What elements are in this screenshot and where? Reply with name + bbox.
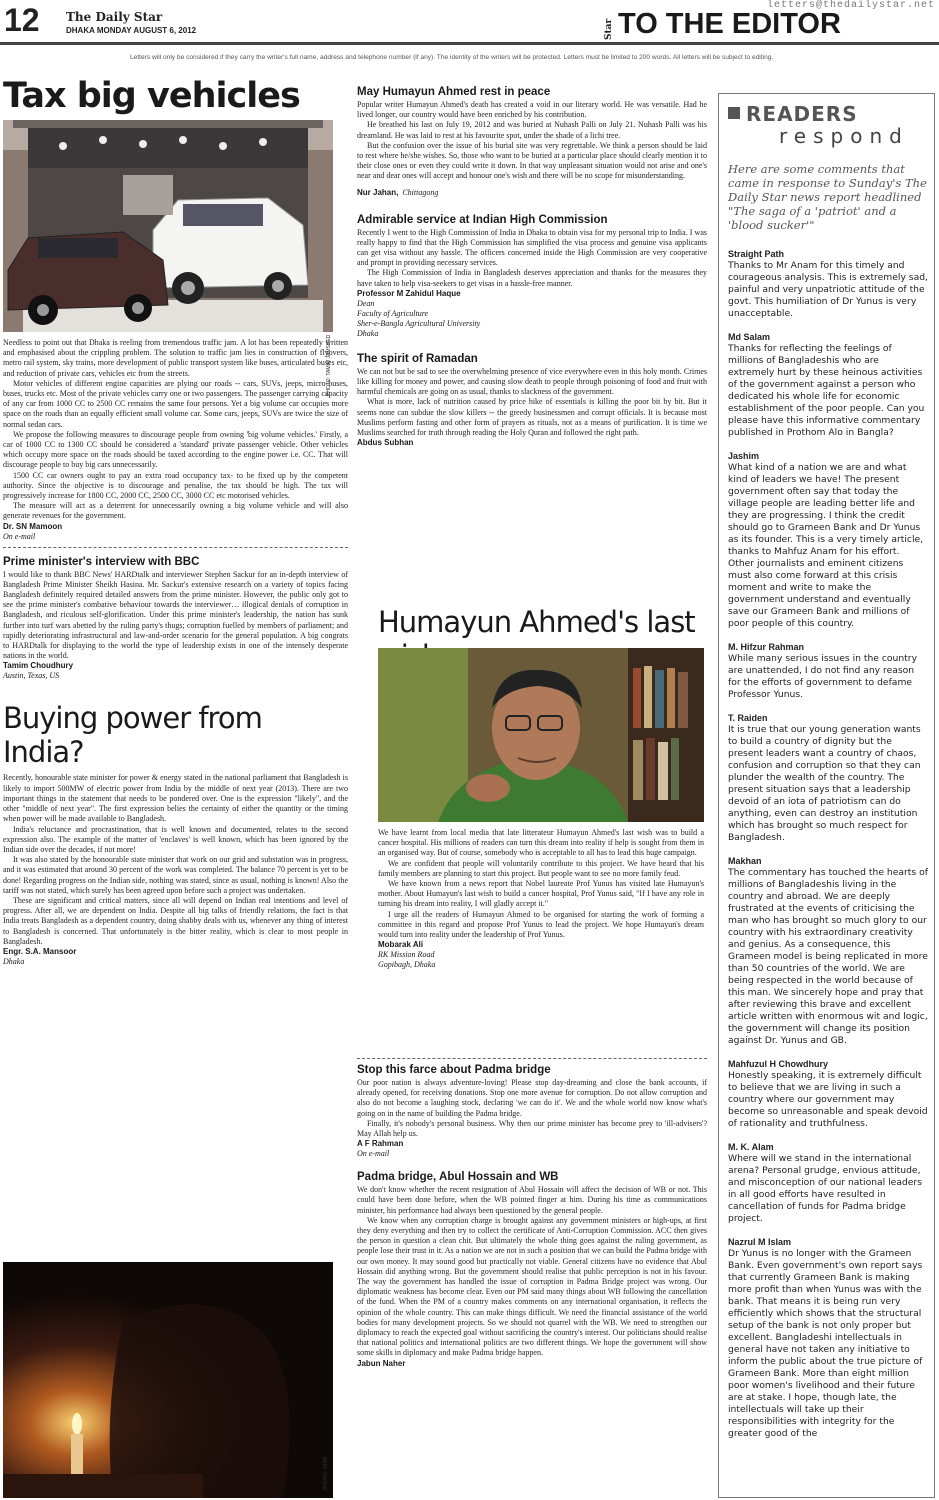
commenter-name: Jashim xyxy=(728,451,760,461)
location: On e-mail xyxy=(3,531,36,541)
location: Sher-e-Bangla Agricultural University xyxy=(357,318,481,328)
paragraph: I urge all the readers of Humayun Ahmed to be organised for starting the work of forming a committee in this regard and propose Prof Yunus to lead the project. We hope Humayun's dream would turn into reality under the leadership of Prof Yunus. xyxy=(378,909,704,940)
signature: Jabun Naher xyxy=(357,1358,406,1368)
paragraph: We don't know whether the recent resignation of Abul Hossain will affect the decision of WB or not. This could have been done before, when the WB pointed finger at him. During his time as communications minister, his performance had always been questioned by the general people. xyxy=(357,1185,707,1215)
readers-respond-box xyxy=(718,93,935,1498)
paragraph: I would like to thank BBC News' HARDtalk and interviewer Stephen Sackur for an in-depth interview of Bangladesh Prime Minister Sheikh Hasina. Mr. Sackur's extensive research on a variety of topics facing Bangladesh definitely required detailed answers from the prime minister. However, the public only got to see the prime minister's combative behaviour towards the interviewer… illogical denials of corruption in Bangladesh, and riculous self-glorification. Under this prime minister's leadership, the nation has sunk further into turf wars abetted by the ruling party's thugs; corruption fuelled by members of parliament; and rapidly deteriorating infrastructural and law-and-order scenario for the general population. A big congrats to HARDtalk for displaying to the world the type of leadership exists in one of the intensely desperate nations in the world. xyxy=(3,569,348,661)
paragraph: The measure will act as a deterrent for unnecessarily owning a big volume vehicle and will also generate revenues for the government. xyxy=(3,501,348,521)
comment xyxy=(728,856,928,1047)
signature: Dr. SN Mamoon xyxy=(3,521,63,531)
headline-buying-power: Buying power from India? xyxy=(3,701,262,770)
signature: Mobarak Ali xyxy=(378,940,424,950)
photo-credit-tax: PHOTO: TAMIM JAMSHED xyxy=(326,334,332,396)
readers-heading xyxy=(728,102,858,126)
comment xyxy=(728,642,928,701)
headline-padma-farce: Stop this farce about Padma bridge xyxy=(357,1064,551,1076)
commenter-name: M. Hifzur Rahman xyxy=(728,642,805,652)
issue-date: DHAKA MONDAY AUGUST 6, 2012 xyxy=(66,26,197,35)
paragraph: We propose the following measures to discourage people from owning 'big volume vehicles.' Firstly, a car of 1000 CC to 1300 CC should be considered a 'standard' private passenger vehicle. Other vehicles which occupy more space on the roads should be taxed according to the engine power i.e. CC. That will discourage people to buy big cars unnecessarily. xyxy=(3,429,348,470)
commenter-name: Straight Path xyxy=(728,249,785,259)
comment xyxy=(728,1237,928,1440)
comment-text: Thanks for reflecting the feelings of millions of Bangladeshis who are extremely hurt by these heinous activities of the government against a person who dedicated his whole life for economic establishment of the poor people. Can you please have this informative commentary published in Prothom Alo in Bangla? xyxy=(728,343,925,438)
comment-text: Dr Yunus is no longer with the Grameen Bank. Even government's own report says that currently Grameen Bank is making more profit than when Yunus was with the bank. That means it is being run very efficiently which shows that the structural setup of the bank is not only proper but excellent. Bangladeshi intellectuals in general have not taken any initiative to inform the public about the true picture of Grameen Bank. More than eight million poor women's livelihood and their future are at stake. I hope, though late, the intellectuals will take up their responsibilities with integrity for the greater good of the xyxy=(728,1248,923,1439)
photo-humayun-ahmed xyxy=(378,648,704,822)
comment xyxy=(728,249,928,320)
paragraph: It was also stated by the honourable state minister that work on our grid and substation was in progress, and it was estimated that around 30 percent of the work was completed. The balance 70 percent is yet to be done! Regarding progress on the Indian side, nothing was stated, since as usual, nothing is known! Also the tariff was not stated, which surely has been agreed upon before such a project was undertaken. xyxy=(3,855,348,895)
letters-email[interactable]: letters@thedailystar.net xyxy=(766,0,935,11)
portrait-image xyxy=(378,648,704,822)
readers-intro: Here are some comments that came in response to Sunday's The Daily Star news report headlined "The saga of a 'patriot' and a 'blood sucker'" xyxy=(728,162,927,232)
signature: A F Rahman xyxy=(357,1139,404,1149)
headline-tax-big-vehicles: Tax big vehicles xyxy=(3,76,300,116)
paragraph: Recently I went to the High Commission of India in Dhaka to obtain visa for my personal trip to India. I was really happy to find that the High Commission has simplified the visa process and genuine visa applicants can get visa without any hassle. The officers concerned inside the High Commission are very cooperative and prompt in providing necessary services. xyxy=(357,227,707,268)
readers-title: READERS xyxy=(746,102,858,126)
location: Austin, Texas, US xyxy=(3,671,60,681)
tax-article-body xyxy=(3,338,348,542)
letters-notice: Letters will only be considered if they carry the writer's full name, address and telephone number (if any). The identity of the writers will be protected. Letters must be limited to 200 words. All letters will be subject to editing. xyxy=(130,54,774,61)
signature: Abdus Subhan xyxy=(357,438,414,448)
comment xyxy=(728,713,928,844)
paragraph: 1500 CC car owners ought to pay an extra road occupancy tax- to be fixed up by the competent authority. Since the objective is to discourage and penalise, the tax should be high. The tax will progressively increase for 1800 CC, 2000 CC, 2500 CC, 3000 CC etc motorised vehicles. xyxy=(3,470,348,501)
location: Chittagong xyxy=(402,187,439,197)
square-bullet-icon xyxy=(728,107,740,119)
paragraph: We have learnt from local media that late litterateur Humayun Ahmed's last wish was to build a cancer hospital. His millions of readers can turn this dream into reality if help is sought from them in an organised way. But of course, somebody who is acceptable to all has to lead this huge campaign. xyxy=(378,828,704,858)
section-title: TO THE EDITOR xyxy=(618,8,841,40)
location: Dhaka xyxy=(357,328,379,338)
location: Faculty of Agriculture xyxy=(357,308,429,318)
comment-text: It is true that our young generation wants to build a country of dignity but the present leaders want a country of chaos, confusion and corruption so that they can plunder the wealth of the country. The present situation says that a leadership devoid of an iota of patriotism can do anything, even can destroy an institution which has brought so much respect for Bangladesh. xyxy=(728,724,921,843)
headline-high-commission: Admirable service at Indian High Commission xyxy=(357,213,608,226)
headline-humayun-rest: May Humayun Ahmed rest in peace xyxy=(357,86,551,98)
paragraph: Finally, it's nobody's personal business. Why then our prime minister has become prey to 'ill-advisers'? May Allah help us. xyxy=(357,1118,707,1139)
comment xyxy=(728,451,928,630)
location: On e-mail xyxy=(357,1149,390,1159)
paragraph: He breathed his last on July 19, 2012 and was buried at Nuhash Palli on July 21. Nuhash Palli was his dreamland. He was laid to rest at his favourite spot, under the shade of a lichi tree. xyxy=(357,120,707,140)
location: RK Mission Road xyxy=(378,950,435,960)
divider xyxy=(3,547,348,548)
comment xyxy=(728,1059,928,1130)
paragraph: Popular writer Humayun Ahmed's death has created a void in our literary world. He was versatile. Had he lived longer, our country would have been enriched by his contribution. xyxy=(357,100,707,120)
photo-credit-candle: PHOTO: STAR xyxy=(323,1456,329,1490)
commenter-name: Md Salam xyxy=(728,332,771,342)
paragraph: We know when any corruption charge is brought against any government ministers or high-ups, at first they deny everything and then try to collect the certificate of Anti-Corruption Commission. ACC then gives the person in question a clean chit. But ultimately the whole thing goes against the ruling government, as people lose their trust in it. As a nation we are not in such a position that we can build the Padma bridge with our own money. It may sound good but practically not viable. General citizens have no evidence that Abul Hossain did anything wrong. But the government should realise that public perception is not in his favour. The way the government has handled the issue of corruption in Padma Bridge project was wrong. Our diplomatic weakness has become clear. Even our PM said many things about WB following the cancellation of the fund. When the PM of a country makes comments on any international organisation, it reflects the opinion of the whole country. This can make things difficult. We need the financial assistance of the world bodies for many development projects. So we should not quarrel with the WB. We need to strengthen our diplomacy to reach the expected goal without sacrificing the country's interest. Our politicians should realise that national politics and international politics are two different things. We hope the government will show some skills in diplomacy and make Padma bridge happen. xyxy=(357,1215,707,1358)
signature: Nur Jahan, xyxy=(357,187,399,197)
paragraph: Motor vehicles of different engine capacities are plying our roads -- cars, SUVs, jeeps, micro-buses, buses, trucks etc. Most of the private vehicles carry one or two passengers. The passenger carrying capacity of any car from 1000 CC to 2500 CC remains the same four persons. Yet a big volume car occupies more space on the roads than an equally efficient small volume car. Some cars, jeeps, SUVs are twice the size of normal sedan cars. xyxy=(3,378,348,429)
comment-text: Where will we stand in the international arena? Personal grudge, envious attitude, and misconception of our national leaders in all good efforts have resulted in cancellation of funds for Padma bridge project. xyxy=(728,1153,923,1224)
column-middle-lower xyxy=(357,1058,707,1500)
paper-name: The Daily Star xyxy=(66,10,163,24)
commenter-name: Nazrul M Islam xyxy=(728,1237,792,1247)
masthead xyxy=(0,0,939,48)
paragraph: Recently, honourable state minister for power & energy stated in the national parliament that Bangladesh is likely to import 500MW of electric power from India by the middle of next year (2013). There are two important things in the statement that needs to be pondered over. One is the expression "likely", and the other "middle of next year". The first expression belies the certainty of either the quantity or the timing when power will be made available to Bangladesh. xyxy=(3,773,348,824)
commenter-name: T. Raiden xyxy=(728,713,768,723)
comment xyxy=(728,332,928,439)
comment-text: The commentary has touched the hearts of millions of Bangladeshis living in the country and abroad. We are deeply frustrated at the events of criticising the man who has brought so much glory to our country with his extraordinary creativity and genius. As a consequence, this Grameen model is being replicated in more than 50 countries of the world. We are being respected in the world because of this man. We sincerely hope and pray that after reviewing this brave and excellent article written with enormous wit and logic, the government will change its position against Dr. Yunus and GB. xyxy=(728,867,928,1046)
signature: Tamim Choudhury xyxy=(3,661,74,671)
headline-last-wish: Humayun Ahmed's last xyxy=(378,605,695,639)
headline-padma-wb: Padma bridge, Abul Hossain and WB xyxy=(357,1171,559,1184)
paragraph: Needless to point out that Dhaka is reeling from tremendous traffic jam. A lot has been repeatedly written and emphasised about the crippling problem. The solution to traffic jam lies in construction of flyovers, metro rail system, sky trains, more development of public transport system like buses, articulated buses etc, and reduction of private cars, vehicles etc from the streets. xyxy=(3,338,348,378)
photo-car-showroom xyxy=(3,120,333,332)
respond-title: respond xyxy=(779,124,909,148)
signature: Engr. S.A. Mansoor xyxy=(3,946,77,956)
comment-text: Honestly speaking, it is extremely difficult to believe that we are living in such a country where our government may become so unreasonable and speak devoid of rationality and truthfulness. xyxy=(728,1070,928,1129)
paragraph: We have known from a news report that Nobel laureate Prof Yunus has visited late Humayun's mother. About Humayun's last wish to build a cancer hospital, Prof Yunus said, "If I have any role in turning his dream into reality, I will gladly accept it." xyxy=(378,879,704,909)
paragraph: We are confident that people will voluntarily contribute to this project. We have heard that his family members are planning to start this project. But people want to see no more family feud. xyxy=(378,858,704,878)
paragraph: The High Commission of India in Bangladesh deserves appreciation and thanks for the measures they have taken to help visa-seekers to get visas in a hassle-free manner. xyxy=(357,268,707,288)
readers-comments xyxy=(728,249,928,1494)
divider xyxy=(357,1058,707,1059)
page-number: 12 xyxy=(4,2,40,38)
last-wish-text xyxy=(378,828,704,1053)
commenter-name: Mahfuzul H Chowdhury xyxy=(728,1059,828,1069)
signature: Professor M Zahidul Haque xyxy=(357,288,461,298)
comment xyxy=(728,1142,928,1225)
paragraph: Our poor nation is always adventure-loving! Please stop day-dreaming and close the bank accounts, if already opened, for receiving donations. Stop one more avenue for corruption. Do not allow corruption and also do not become a laughing stock, declaring 'we can do it'. We and the whole world now know what's going on in the name of building the Padma bridge. xyxy=(357,1078,707,1118)
car-showroom-image xyxy=(3,120,333,332)
commenter-name: M. K. Alam xyxy=(728,1142,774,1152)
comment-text: What kind of a nation we are and what kind of leaders we have! The present government often say that today the village people are leading better life and they are progressing. I think the credit should go to Grameen Bank and Dr Yunus as its founder. This is a very timely article, thanks to Mahfuz Anam for his effort. Other journalists and eminent citizens must also come forward at this crisis moment and write to make the government understand and eventually save our Grameen Bank and millions of poor people of this country. xyxy=(728,462,924,629)
paragraph: What is more, lack of nutrition caused by price hike of essentials is killing the poor bit by bit. But it seems none can subdue the slow killers -- the greedy businessmen and corrupt officials. It is because most Muslims perform fasting and other form of prayers as rituals, not as a means of purification. It is time we Muslims searched for truth through reading the Holy Quran and followed the right path. xyxy=(357,397,707,438)
comment-text: While many serious issues in the country are unattended, I do not find any reason for the efforts of government to defame Professor Yunus. xyxy=(728,653,918,700)
comment-text: Thanks to Mr Anam for this timely and courageous analysis. This is extremely sad, painful and very unpatriotic attitude of the govt. This humiliation of Dr Yunus is very unacceptable. xyxy=(728,260,928,319)
photo-candle xyxy=(3,1262,333,1498)
paragraph: India's reluctance and procrastination, that is well known and documented, relates to the second expression also. The example of the matter of 'enclaves' is well known, which has been ignored by the Indian side over the decades, if not more! xyxy=(3,824,348,854)
signature-line xyxy=(357,182,707,200)
paragraph: We can not but be sad to see the overwhelming presence of vice everywhere even in this holy month. Crimes like killing for money and power, and causing slow death to people through poisoning of food and fruit with harmful chemicals are going on as usual, thanks to slackness of the government. xyxy=(357,366,707,397)
headline-pm-interview: Prime minister's interview with BBC xyxy=(3,555,200,568)
commenter-name: Makhan xyxy=(728,856,762,866)
masthead-rule xyxy=(0,42,939,45)
paragraph: These are significant and critical matters, since all will depend on Indian real intentions and level of progress. After all, we are dependent on India. Despite all big talks of friendly relations, the fact is that India treats Bangladesh as a dependent country, doing shabby deals with us, whenever any thing of interest to Bangladesh is concerned. That unfortunately is the bitter reality, which is clear to most people in Bangladesh. xyxy=(3,895,348,946)
paragraph: But the confusion over the issue of his burial site was very regrettable. We think a person should be laid to rest where he/she wishes. So, those who want to be buried at a particular place should clearly mention it to their close ones or even they could write it down. In that way unpleasant situation would not arise and one's near and dear ones will accept and honour one's wish and there will be no scope for misunderstanding. xyxy=(357,140,707,181)
location: Dean xyxy=(357,298,375,308)
candle-image xyxy=(3,1262,333,1498)
location: Dhaka xyxy=(3,956,25,966)
star-logo: Star xyxy=(604,18,614,40)
headline-ramadan: The spirit of Ramadan xyxy=(357,352,478,365)
location: Gopibagh, Dhaka xyxy=(378,960,436,970)
